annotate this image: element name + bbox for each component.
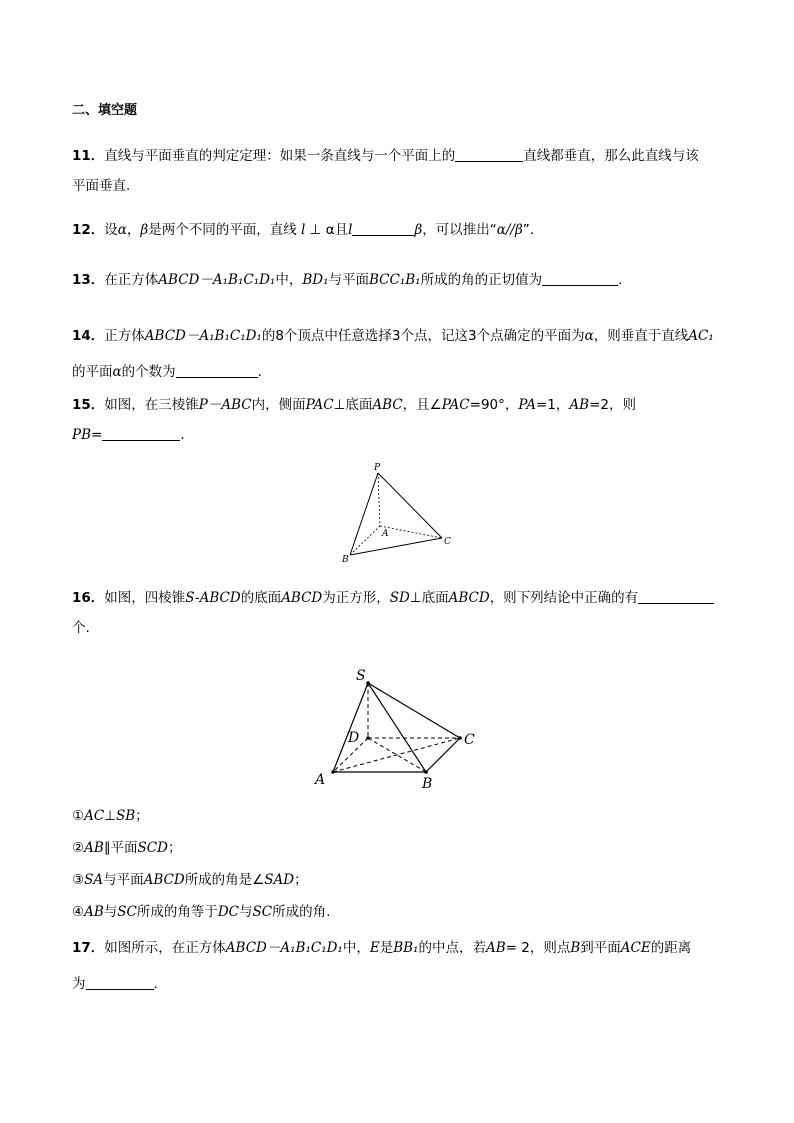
vertex-b xyxy=(424,770,428,774)
vertex-s xyxy=(366,681,370,685)
question-11-line-1: 11．直线与平面垂直的判定定理：如果一条直线与一个平面上的 直线都垂直，那么此直线与该 xyxy=(72,148,699,164)
edge-sc xyxy=(368,683,460,738)
question-17-line-1: 17．如图所示，在正方体ABCD－A₁B₁C₁D₁中，E是BB₁的中点，若AB= 2，则点B到平面ACE的距离 xyxy=(72,940,692,956)
answer-blank[interactable] xyxy=(638,589,714,604)
square-pyramid-figure xyxy=(308,660,488,796)
label-c: C xyxy=(464,732,475,748)
edge-bc xyxy=(426,738,460,772)
answer-blank[interactable] xyxy=(455,147,523,162)
option-2: ②AB∥平面SCD； xyxy=(72,840,182,856)
edge-sa xyxy=(333,683,368,772)
question-17-line-2: 为 . xyxy=(72,976,158,992)
question-number: 11． xyxy=(72,148,105,164)
vertex-c xyxy=(458,736,462,740)
section-title: 二、填空题 xyxy=(72,103,138,118)
vertex-d xyxy=(366,736,370,740)
label-c: C xyxy=(444,537,451,547)
label-a: A xyxy=(315,772,326,788)
question-15-line-2: PB= . xyxy=(72,427,185,443)
option-3: ③SA与平面ABCD所成的角是∠SAD； xyxy=(72,872,308,888)
edge-pa-hidden xyxy=(378,473,380,526)
question-15-line-1: 15．如图，在三棱锥P－ABC内，侧面PAC⊥底面ABC，且∠PAC=90°，PA=1，AB=2，则 xyxy=(72,397,636,413)
question-14-line-2: 的平面α的个数为 . xyxy=(72,364,262,380)
option-1: ①AC⊥SB； xyxy=(72,808,149,824)
answer-blank[interactable] xyxy=(176,363,258,378)
answer-blank[interactable] xyxy=(542,271,618,286)
question-16-line-1: 16．如图，四棱锥S-ABCD的底面ABCD为正方形，SD⊥底面ABCD，则下列结论中正确的有 xyxy=(72,589,714,607)
edge-bc xyxy=(350,538,442,555)
question-13: 13．在正方体ABCD－A₁B₁C₁D₁中，BD₁与平面BCC₁B₁所成的角的正切值为 . xyxy=(72,272,623,288)
label-d: D xyxy=(348,730,360,746)
label-p: P xyxy=(374,463,381,473)
label-a: A xyxy=(382,529,389,539)
label-b: B xyxy=(342,555,349,565)
edge-sb xyxy=(368,683,426,772)
question-12: 12．设α，β是两个不同的平面，直线 l ⊥ α且l β，可以推出“α//β”. xyxy=(72,222,535,238)
vertex-a xyxy=(331,770,335,774)
question-11-line-2: 平面垂直. xyxy=(72,178,131,194)
edge-ac-hidden xyxy=(380,526,442,538)
answer-blank[interactable] xyxy=(102,426,180,441)
answer-blank[interactable] xyxy=(86,975,154,990)
edge-pb xyxy=(350,473,378,555)
question-16-line-2: 个. xyxy=(72,620,90,636)
label-b: B xyxy=(422,776,433,792)
label-s: S xyxy=(356,668,366,684)
question-14-line-1: 14．正方体ABCD－A₁B₁C₁D₁的8个顶点中任意选择3个点，记这3个点确定的平面为α，则垂直于直线AC₁ xyxy=(72,328,714,344)
triangular-pyramid-figure xyxy=(330,458,470,570)
option-4: ④AB与SC所成的角等于DC与SC所成的角. xyxy=(72,904,331,920)
answer-blank[interactable] xyxy=(352,221,414,236)
